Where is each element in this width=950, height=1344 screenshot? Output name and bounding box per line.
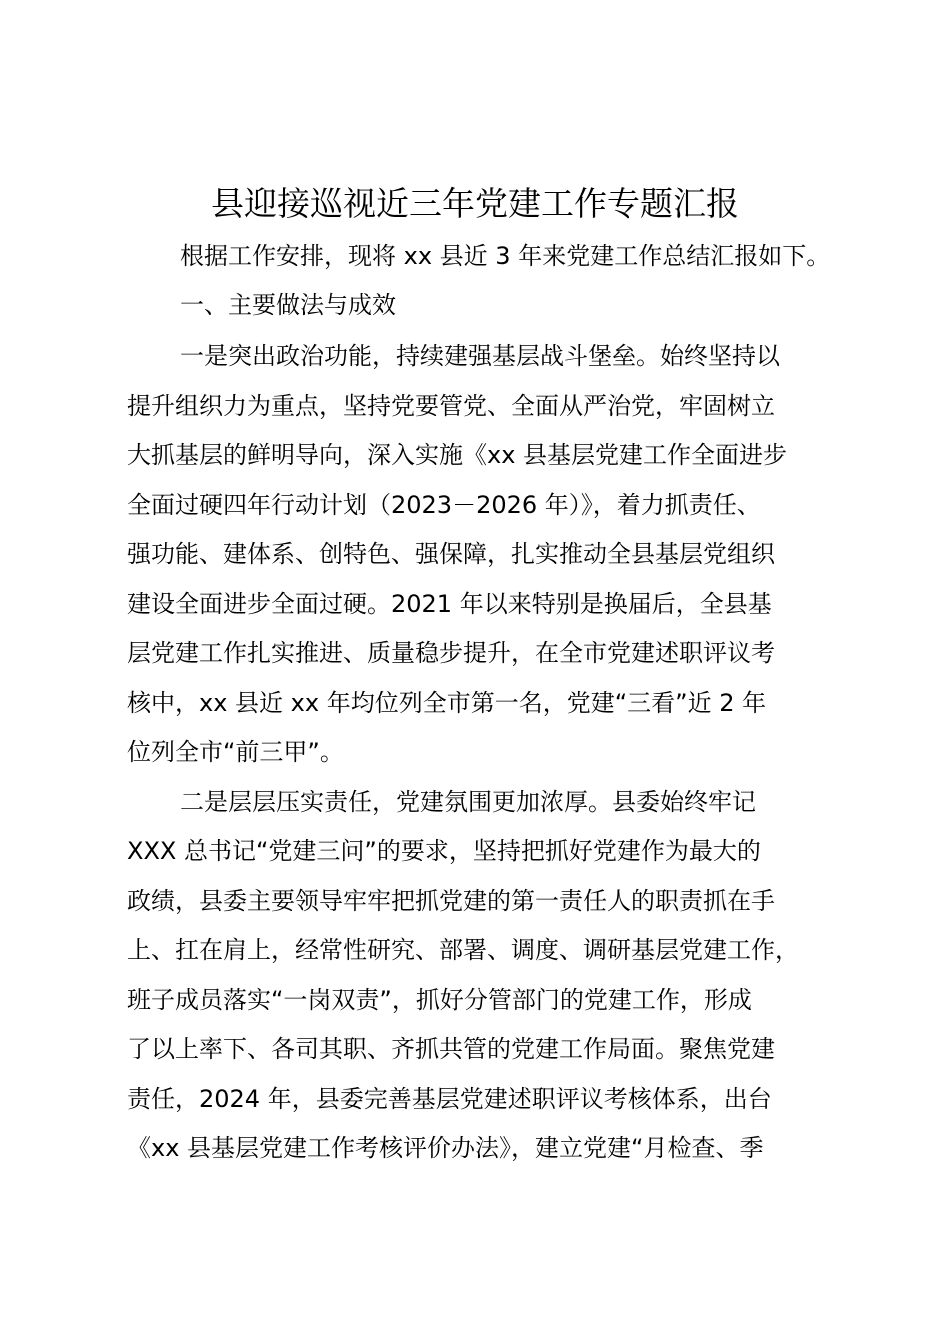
paragraph-2-line: 班子成员落实“一岗双责”，抓好分管部门的党建工作，形成 [127, 986, 752, 1014]
paragraph-1-line: 全面过硬四年行动计划（2023－2026 年）》，着力抓责任、 [127, 491, 761, 519]
paragraph-2-line: 《xx 县基层党建工作考核评价办法》，建立党建“月检查、季 [127, 1134, 764, 1162]
paragraph-1-line: 提升组织力为重点，坚持党要管党、全面从严治党，牢固树立 [127, 392, 775, 420]
paragraph-2-line: 二是层层压实责任，党建氛围更加浓厚。县委始终牢记 [180, 788, 756, 816]
section-heading: 一、主要做法与成效 [180, 291, 396, 319]
paragraph-1-line: 建设全面进步全面过硬。2021 年以来特别是换届后，全县基 [127, 590, 772, 618]
paragraph-2-line: 责任，2024 年，县委完善基层党建述职评议考核体系，出台 [127, 1085, 772, 1113]
paragraph-2-line: 政绩，县委主要领导牢牢把抓党建的第一责任人的职责抓在手 [127, 887, 775, 915]
paragraph-2-line: 了以上率下、各司其职、齐抓共管的党建工作局面。聚焦党建 [127, 1035, 775, 1063]
paragraph-1-line: 核中，xx 县近 xx 年均位列全市第一名，党建“三看”近 2 年 [127, 689, 767, 717]
paragraph-1-line: 位列全市“前三甲”。 [127, 738, 344, 766]
paragraph-1-line: 层党建工作扎实推进、质量稳步提升，在全市党建述职评议考 [127, 639, 775, 667]
intro-paragraph: 根据工作安排，现将 xx 县近 3 年来党建工作总结汇报如下。 [180, 242, 831, 270]
paragraph-1-line: 一是突出政治功能，持续建强基层战斗堡垒。始终坚持以 [180, 342, 780, 370]
paragraph-2-line: XXX 总书记“党建三问”的要求，坚持把抓好党建作为最大的 [127, 837, 761, 865]
document-title: 县迎接巡视近三年党建工作专题汇报 [211, 184, 739, 223]
paragraph-1-line: 大抓基层的鲜明导向，深入实施《xx 县基层党建工作全面进步 [127, 441, 788, 469]
paragraph-2-line: 上、扛在肩上，经常性研究、部署、调度、调研基层党建工作， [127, 936, 799, 964]
paragraph-1-line: 强功能、建体系、创特色、强保障，扎实推动全县基层党组织 [127, 540, 775, 568]
